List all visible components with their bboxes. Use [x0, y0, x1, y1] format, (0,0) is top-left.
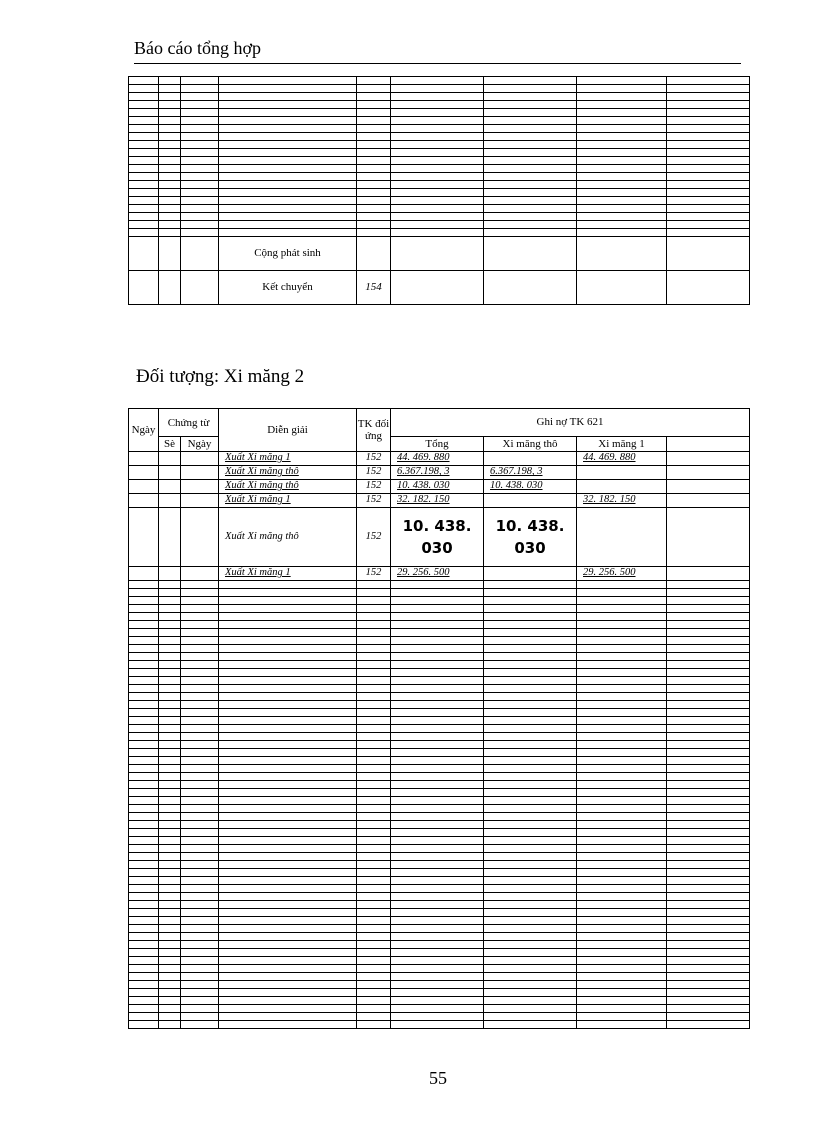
- empty-row: [129, 229, 750, 237]
- table-row: Xuất Xi măng thô 152 10. 438. 030 10. 438. 030: [129, 508, 750, 567]
- empty-row: [129, 885, 750, 893]
- total-label: Cộng phát sinh: [219, 237, 357, 271]
- empty-row: [129, 917, 750, 925]
- empty-row: [129, 693, 750, 701]
- header-rule: [134, 63, 741, 64]
- empty-row: [129, 157, 750, 165]
- empty-row: [129, 805, 750, 813]
- col-date-header: Ngày: [129, 409, 159, 452]
- col-total-header: Tổng: [391, 437, 484, 452]
- empty-row: [129, 717, 750, 725]
- transfer-account: 154: [357, 271, 391, 305]
- table-row: Xuất Xi măng 1 152 29. 256. 500 29. 256. 500: [129, 567, 750, 581]
- empty-row: [129, 621, 750, 629]
- col-account-header: TK đối ứng: [357, 409, 391, 452]
- empty-row: [129, 701, 750, 709]
- col-raw-cement-header: Xi măng thô: [484, 437, 577, 452]
- empty-row: [129, 1013, 750, 1021]
- empty-row: [129, 989, 750, 997]
- col-description-header: Diễn giải: [219, 409, 357, 452]
- transfer-label: Kết chuyển: [219, 271, 357, 305]
- empty-row: [129, 837, 750, 845]
- empty-row: [129, 77, 750, 85]
- empty-row: [129, 213, 750, 221]
- empty-row: [129, 949, 750, 957]
- col-voucher-date-header: Ngày: [181, 437, 219, 452]
- empty-row: [129, 813, 750, 821]
- empty-row: [129, 821, 750, 829]
- empty-row: [129, 589, 750, 597]
- section-title: Đối tượng: Xi măng 2: [136, 366, 305, 387]
- empty-row: [129, 605, 750, 613]
- empty-row: [129, 845, 750, 853]
- empty-row: [129, 941, 750, 949]
- empty-row: [129, 997, 750, 1005]
- col-cement1-header: Xi măng 1: [577, 437, 667, 452]
- table-row: Xuất Xi măng thô 152 10. 438. 030 10. 438. 030: [129, 480, 750, 494]
- empty-row: [129, 181, 750, 189]
- empty-row: [129, 789, 750, 797]
- empty-row: [129, 165, 750, 173]
- table-row: Xuất Xi măng 1 152 32. 182. 150 32. 182. 150: [129, 494, 750, 508]
- empty-row: [129, 781, 750, 789]
- empty-row: [129, 197, 750, 205]
- empty-row: [129, 741, 750, 749]
- empty-row: [129, 669, 750, 677]
- empty-row: [129, 829, 750, 837]
- empty-row: [129, 725, 750, 733]
- empty-row: [129, 861, 750, 869]
- table-row-total: [129, 237, 750, 271]
- empty-row: [129, 685, 750, 693]
- empty-row: [129, 629, 750, 637]
- empty-row: [129, 637, 750, 645]
- empty-row: [129, 101, 750, 109]
- empty-row: [129, 933, 750, 941]
- empty-row: [129, 149, 750, 157]
- empty-row: [129, 981, 750, 989]
- empty-row: [129, 645, 750, 653]
- col-voucher-header: Chứng từ: [159, 409, 219, 437]
- page-number: 55: [429, 1068, 447, 1088]
- empty-row: [129, 709, 750, 717]
- col-voucher-no-header: Sè: [159, 437, 181, 452]
- empty-row: [129, 733, 750, 741]
- empty-row: [129, 765, 750, 773]
- empty-row: [129, 853, 750, 861]
- empty-row: [129, 93, 750, 101]
- empty-row: [129, 85, 750, 93]
- empty-row: [129, 653, 750, 661]
- empty-row: [129, 957, 750, 965]
- empty-row: [129, 973, 750, 981]
- empty-row: [129, 133, 750, 141]
- empty-row: [129, 173, 750, 181]
- empty-row: [129, 221, 750, 229]
- empty-row: [129, 965, 750, 973]
- empty-row: [129, 909, 750, 917]
- empty-row: [129, 117, 750, 125]
- empty-row: [129, 757, 750, 765]
- empty-row: [129, 749, 750, 757]
- empty-row: [129, 581, 750, 589]
- empty-row: [129, 925, 750, 933]
- empty-row: [129, 869, 750, 877]
- table-row: Xuất Xi măng 1 152 44. 469. 880 44. 469. 880: [129, 452, 750, 466]
- table-row-transfer: [129, 271, 750, 305]
- table-row: Xuất Xi măng thô 152 6.367.198, 3 6.367.198, 3: [129, 466, 750, 480]
- main-ledger-table: [128, 408, 750, 1029]
- empty-row: [129, 109, 750, 117]
- empty-row: [129, 141, 750, 149]
- empty-row: [129, 893, 750, 901]
- empty-row: [129, 901, 750, 909]
- empty-row: [129, 797, 750, 805]
- col-debit-group-header: Ghi nợ TK 621: [391, 409, 750, 437]
- empty-row: [129, 773, 750, 781]
- empty-row: [129, 1005, 750, 1013]
- empty-row: [129, 613, 750, 621]
- empty-row: [129, 189, 750, 197]
- empty-row: [129, 205, 750, 213]
- empty-row: [129, 597, 750, 605]
- empty-row: [129, 661, 750, 669]
- header-row-1: [129, 409, 750, 437]
- page-header-title: Báo cáo tổng hợp: [134, 38, 261, 58]
- empty-row: [129, 1021, 750, 1029]
- empty-row: [129, 125, 750, 133]
- empty-row: [129, 877, 750, 885]
- empty-row: [129, 677, 750, 685]
- top-ledger-table: [128, 76, 750, 305]
